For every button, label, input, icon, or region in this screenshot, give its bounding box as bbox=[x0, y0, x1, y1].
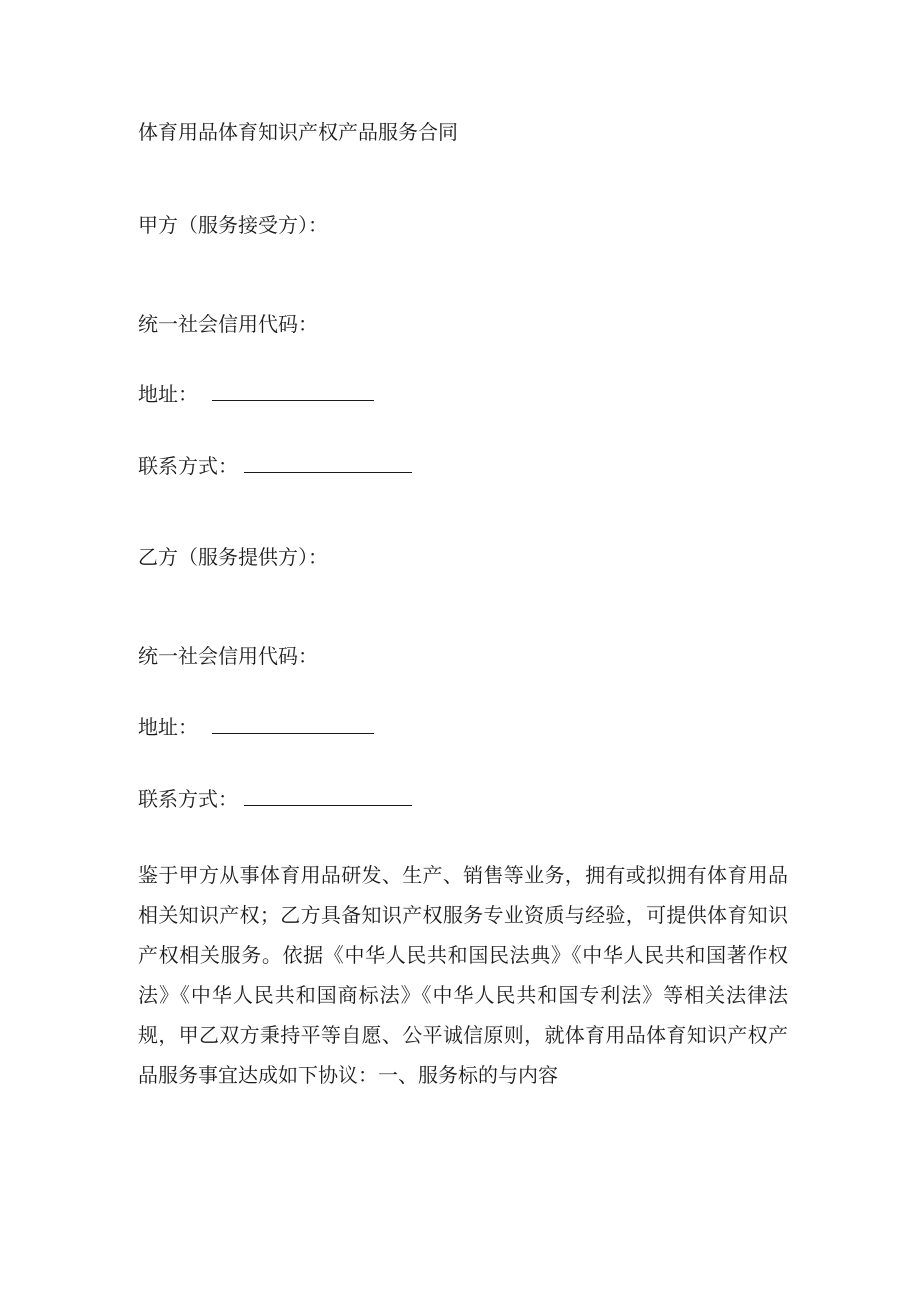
party-b-contact-blank[interactable] bbox=[244, 785, 412, 806]
party-b-heading: 乙方（服务提供方）： bbox=[138, 545, 328, 569]
party-b-address-blank[interactable] bbox=[212, 713, 374, 734]
party-a-heading: 甲方（服务接受方）： bbox=[138, 213, 328, 237]
party-a-address-row bbox=[138, 380, 374, 408]
document-title: 体育用品体育知识产权产品服务合同 bbox=[138, 120, 458, 144]
party-a-contact-blank[interactable] bbox=[244, 452, 412, 473]
party-b-contact-row bbox=[138, 785, 412, 813]
party-b-address-label: 地址： bbox=[138, 715, 198, 739]
preamble-paragraph: 鉴于甲方从事体育用品研发、生产、销售等业务，拥有或拟拥有体育用品相关知识产权；乙方具备知识产权服务专业资质与经验，可提供体育知识产权相关服务。依据《中华人民共和国民法典》《中华人民共和国著作权法》《中华人民共和国商标法》《中华人民共和国专利法》等相关法律法规，甲乙双方秉持平等自愿、公平诚信原则，就体育用品体育知识产权产品服务事宜达成如下协议：一、服务标的与内容 bbox=[138, 863, 788, 1087]
party-a-address-label: 地址： bbox=[138, 382, 198, 406]
party-a-contact-label: 联系方式： bbox=[138, 454, 238, 478]
party-a-credit-code-label: 统一社会信用代码： bbox=[138, 312, 318, 336]
party-b-contact-label: 联系方式： bbox=[138, 787, 238, 811]
party-b-credit-code-label: 统一社会信用代码： bbox=[138, 644, 318, 668]
party-a-address-blank[interactable] bbox=[212, 380, 374, 401]
party-a-contact-row bbox=[138, 452, 412, 480]
party-b-address-row bbox=[138, 713, 374, 741]
